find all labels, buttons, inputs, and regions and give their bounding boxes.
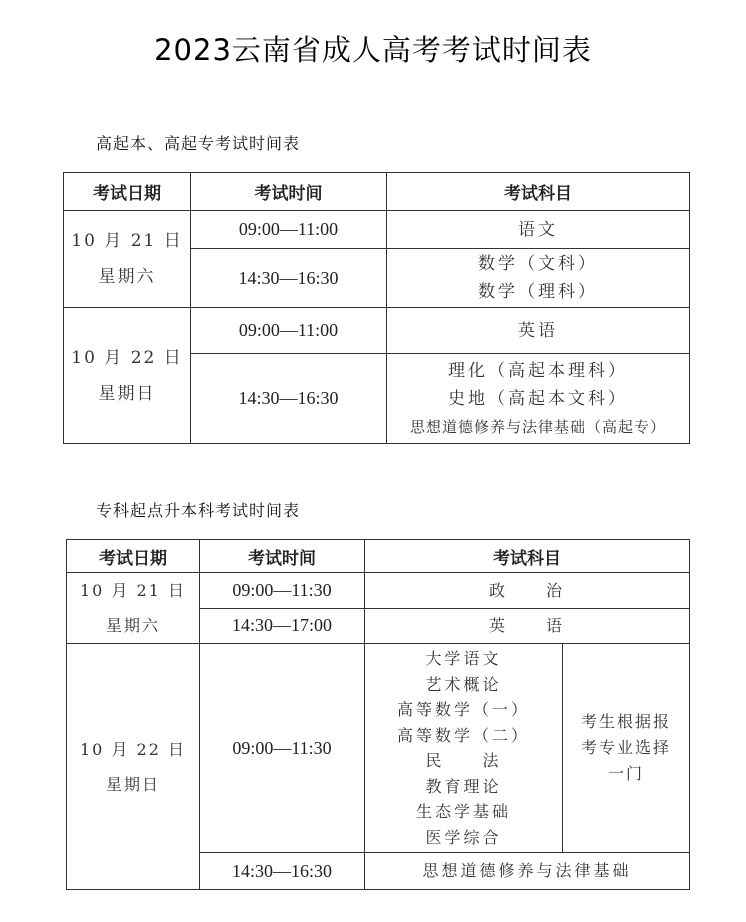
time-cell: 14:30—16:30 xyxy=(200,853,365,890)
table-row xyxy=(64,308,690,354)
subject-text: 数学（理科） xyxy=(478,282,598,302)
subject-cell xyxy=(387,249,690,308)
weekday-text: 星期六 xyxy=(105,616,160,635)
subject-text: 生态学基础 xyxy=(415,802,511,821)
subject-text: 思想道德修养与法律基础（高起专） xyxy=(409,417,666,436)
time-cell: 14:30—17:00 xyxy=(200,608,365,644)
header-time: 考试时间 xyxy=(191,173,387,211)
subject-cell: 思想道德修养与法律基础 xyxy=(365,853,690,890)
header-subject: 考试科目 xyxy=(365,540,690,573)
table-row xyxy=(64,211,690,249)
date-cell xyxy=(67,644,200,890)
schedule-table-zhuanshengben xyxy=(66,539,690,890)
subject-text: 数学（文科） xyxy=(478,254,598,274)
time-cell: 09:00—11:30 xyxy=(200,644,365,853)
time-cell: 09:00—11:00 xyxy=(191,308,387,354)
time-cell: 09:00—11:30 xyxy=(200,573,365,609)
subject-cell: 英 语 xyxy=(365,608,690,644)
date-text: 10 月 21 日 xyxy=(71,231,183,251)
subject-cell xyxy=(387,211,690,249)
subject-list-cell xyxy=(365,644,563,853)
subject-text: 英语 xyxy=(518,320,558,341)
header-date: 考试日期 xyxy=(67,540,200,573)
time-cell: 14:30—16:30 xyxy=(191,354,387,444)
subject-text: 大学语文 xyxy=(425,649,502,668)
note-text: 一门 xyxy=(607,764,644,783)
weekday-text: 星期六 xyxy=(98,267,156,287)
time-cell: 14:30—16:30 xyxy=(191,249,387,308)
subject-text: 民 法 xyxy=(425,751,502,770)
subject-cell xyxy=(387,354,690,444)
note-text: 考生根据报 xyxy=(580,712,671,731)
subject-text: 语文 xyxy=(518,219,558,240)
schedule-table-gaoqi xyxy=(63,172,690,444)
subject-cell: 政 治 xyxy=(365,573,690,609)
date-text: 10 月 21 日 xyxy=(80,581,186,600)
elective-note-cell xyxy=(563,644,690,853)
subject-text: 理化（高起本理科） xyxy=(448,360,628,381)
date-text: 10 月 22 日 xyxy=(71,347,183,368)
date-cell xyxy=(64,308,191,444)
table-header-row xyxy=(67,540,690,573)
section2-subtitle: 专科起点升本科考试时间表 xyxy=(96,501,301,520)
table-row xyxy=(67,644,690,853)
time-cell: 09:00—11:00 xyxy=(191,211,387,249)
note-text: 考专业选择 xyxy=(580,738,671,757)
weekday-text: 星期日 xyxy=(105,774,160,794)
date-cell xyxy=(67,573,200,644)
subject-text: 医学综合 xyxy=(425,827,502,847)
subject-text: 艺术概论 xyxy=(425,674,502,694)
table-header-row xyxy=(64,173,690,211)
weekday-text: 星期日 xyxy=(98,383,156,404)
date-cell xyxy=(64,211,191,308)
subject-cell xyxy=(387,308,690,354)
subject-text: 高等数学（二） xyxy=(396,725,530,745)
section1-subtitle: 高起本、高起专考试时间表 xyxy=(96,134,301,153)
subject-text: 教育理论 xyxy=(425,776,502,796)
subject-text: 史地（高起本文科） xyxy=(448,388,628,409)
page-title: 2023云南省成人高考考试时间表 xyxy=(154,33,592,67)
header-time: 考试时间 xyxy=(200,540,365,573)
table-row xyxy=(67,573,690,609)
header-date: 考试日期 xyxy=(64,173,191,211)
subject-text: 高等数学（一） xyxy=(396,700,530,719)
header-subject: 考试科目 xyxy=(387,173,690,211)
date-text: 10 月 22 日 xyxy=(80,739,186,759)
